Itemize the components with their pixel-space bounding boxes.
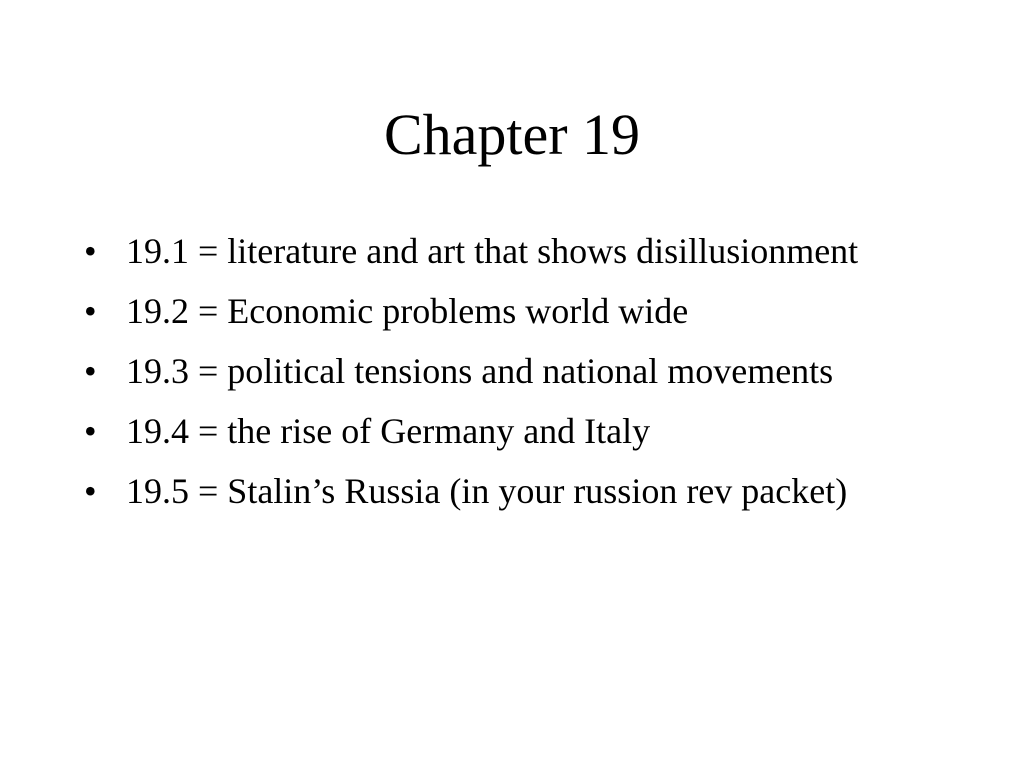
slide-title: Chapter 19 — [383, 102, 641, 167]
bullet-text: 19.1 = literature and art that shows disillusionment — [126, 231, 859, 271]
bullet-item-19-2 — [84, 288, 914, 334]
bullet-icon: • — [84, 351, 97, 391]
bullet-icon: • — [84, 291, 97, 331]
bullet-text: 19.4 = the rise of Germany and Italy — [126, 411, 651, 451]
bullet-icon: • — [84, 411, 97, 451]
bullet-item-19-4 — [84, 408, 914, 454]
bullet-icon: • — [84, 231, 97, 271]
bullet-text: 19.2 = Economic problems world wide — [126, 291, 689, 331]
bullet-list — [84, 228, 914, 528]
bullet-item-19-1 — [84, 228, 914, 274]
bullet-text: 19.3 = political tensions and national movements — [126, 351, 834, 391]
bullet-text: 19.5 = Stalin’s Russia (in your russion rev packet) — [126, 471, 848, 511]
bullet-item-19-3 — [84, 348, 914, 394]
bullet-item-19-5 — [84, 468, 914, 514]
bullet-icon: • — [84, 471, 97, 511]
